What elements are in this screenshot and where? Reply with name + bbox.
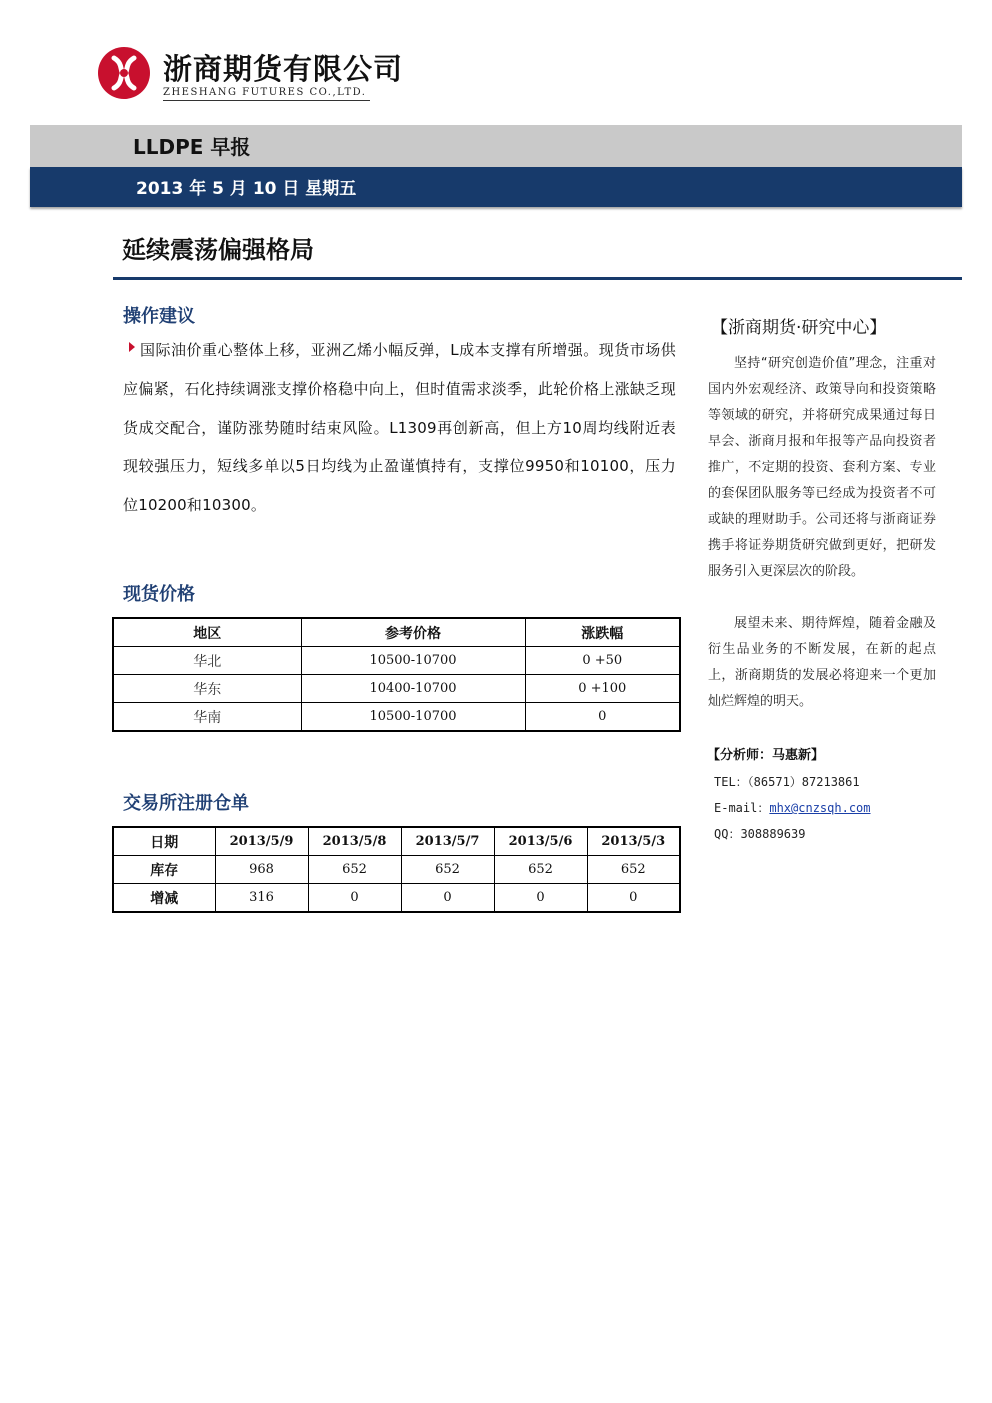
cell-change: 0 +100 bbox=[525, 675, 680, 703]
column-header-day: 2013/5/8 bbox=[308, 827, 401, 856]
column-header-date: 日期 bbox=[113, 827, 215, 856]
cell-value: 652 bbox=[308, 856, 401, 884]
table-row bbox=[113, 675, 680, 703]
email-label: E-mail： bbox=[714, 801, 770, 815]
report-title: LLDPE 早报 bbox=[133, 135, 251, 159]
headline-rule bbox=[113, 277, 962, 280]
cell-value: 0 bbox=[587, 884, 680, 913]
table-row bbox=[113, 647, 680, 675]
cell-change: 0 bbox=[525, 703, 680, 732]
cell-change: 0 +50 bbox=[525, 647, 680, 675]
report-date: 2013 年 5 月 10 日 星期五 bbox=[136, 179, 357, 199]
sidebar-title: 【浙商期货·研究中心】 bbox=[711, 318, 887, 338]
email-link[interactable]: mhx@cnzsqh.com bbox=[769, 801, 871, 815]
company-logo bbox=[97, 46, 151, 100]
cell-value: 652 bbox=[401, 856, 494, 884]
cell-value: 0 bbox=[308, 884, 401, 913]
column-header-day: 2013/5/9 bbox=[215, 827, 308, 856]
company-name-cn: 浙商期货有限公司 bbox=[163, 52, 404, 86]
section-title-advice: 操作建议 bbox=[123, 306, 195, 327]
sidebar-paragraph: 坚持“研究创造价值”理念，注重对国内外宏观经济、政策导向和投资策略等领域的研究，并将研究成果通过每日早会、浙商月报和年报等产品向投资者推广，不定期的投资、套利方案、专业的套保团队服务等已经成为投资者不可或缺的理财助手。公司还将与浙商证券携手将证券期货研究做到更好，把研发服务引入更深层次的阶段。 bbox=[708, 356, 936, 579]
table-header-row bbox=[113, 618, 680, 647]
section-title-spot: 现货价格 bbox=[123, 584, 195, 605]
table-row bbox=[113, 703, 680, 732]
company-name-underline bbox=[163, 100, 370, 101]
cell-price: 10400-10700 bbox=[301, 675, 525, 703]
cell-value: 316 bbox=[215, 884, 308, 913]
column-header-day: 2013/5/7 bbox=[401, 827, 494, 856]
cell-price: 10500-10700 bbox=[301, 703, 525, 732]
cell-value: 652 bbox=[494, 856, 587, 884]
table-row bbox=[113, 884, 680, 913]
cell-region: 华北 bbox=[113, 647, 301, 675]
company-name-en: ZHESHANG FUTURES CO.,LTD. bbox=[163, 87, 367, 98]
warrant-table bbox=[112, 826, 681, 913]
cell-price: 10500-10700 bbox=[301, 647, 525, 675]
column-header-price: 参考价格 bbox=[301, 618, 525, 647]
contact-tel: TEL：（86571）87213861 bbox=[714, 775, 860, 789]
analyst-title: 【分析师：马惠新】 bbox=[707, 748, 825, 763]
column-header-change: 涨跌幅 bbox=[525, 618, 680, 647]
spot-price-table bbox=[112, 617, 681, 732]
cell-value: 0 bbox=[494, 884, 587, 913]
cell-region: 华东 bbox=[113, 675, 301, 703]
section-title-warrant: 交易所注册仓单 bbox=[123, 793, 249, 814]
column-header-day: 2013/5/3 bbox=[587, 827, 680, 856]
cell-region: 华南 bbox=[113, 703, 301, 732]
sidebar-paragraph: 展望未来、期待辉煌，随着金融及衍生品业务的不断发展，在新的起点上，浙商期货的发展必将迎来一个更加灿烂辉煌的明天。 bbox=[708, 616, 936, 709]
contact-email bbox=[714, 799, 871, 816]
table-row bbox=[113, 856, 680, 884]
headline: 延续震荡偏强格局 bbox=[122, 236, 314, 264]
column-header-day: 2013/5/6 bbox=[494, 827, 587, 856]
column-header-region: 地区 bbox=[113, 618, 301, 647]
advice-paragraph: 国际油价重心整体上移，亚洲乙烯小幅反弹，L成本支撑有所增强。现货市场供应偏紧，石化持续调涨支撑价格稳中向上，但时值需求淡季，此轮价格上涨缺乏现货成交配合，谨防涨势随时结束风险。L1309再创新高，但上方10周均线附近表现较强压力，短线多单以5日均线为止盈谨慎持有，支撑位9950和10100，压力位10200和10300。 bbox=[123, 341, 676, 515]
row-header-change: 增减 bbox=[113, 884, 215, 913]
cell-value: 968 bbox=[215, 856, 308, 884]
contact-qq: QQ：308889639 bbox=[714, 827, 806, 841]
table-header-row bbox=[113, 827, 680, 856]
cell-value: 0 bbox=[401, 884, 494, 913]
row-header-stock: 库存 bbox=[113, 856, 215, 884]
cell-value: 652 bbox=[587, 856, 680, 884]
